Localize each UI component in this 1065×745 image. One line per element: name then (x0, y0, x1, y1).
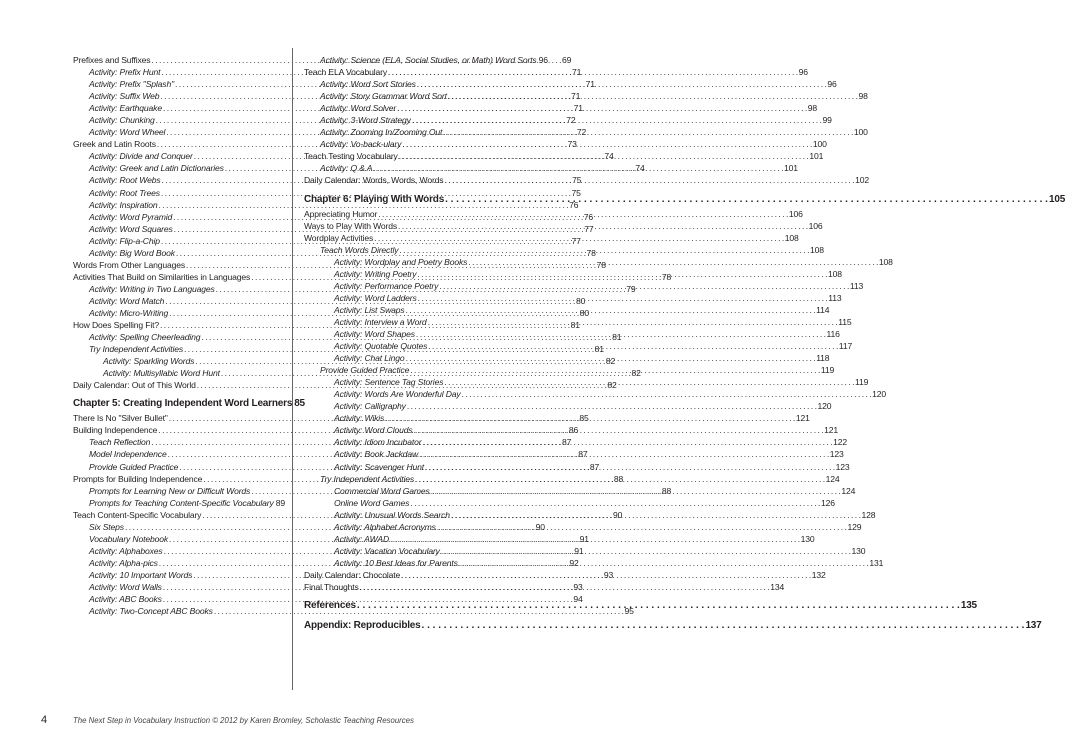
toc-entry-title: Activity: Idiom Incubator (334, 437, 422, 448)
toc-entry-title: Model Independence (89, 449, 167, 460)
dot-leader (399, 244, 809, 256)
toc-entry-title: Daily Calendar: Out of This World (73, 380, 196, 391)
toc-entry-title: Activity: Word Wheel (89, 127, 166, 138)
toc-page-number: 130 (800, 533, 815, 544)
toc-entry-title: Activity: Science (ELA, Social Studies, or Math) Word Sorts (320, 55, 537, 65)
toc-chapter-heading (73, 397, 305, 411)
toc-page-number: 119 (854, 377, 869, 388)
toc-entry-title: Teach Words Directly (320, 244, 399, 255)
toc-entry-title: Activity: Words Are Wonderful Day (334, 389, 461, 400)
dot-leader (444, 376, 854, 388)
dot-leader (385, 412, 795, 424)
toc-entry-title: Activity: 3-Word Strategy (320, 115, 411, 126)
toc-entry-title: Chapter 6: Playing With Words (304, 193, 445, 205)
toc-entry-title: Activity: ABC Books (89, 594, 162, 605)
dot-leader (407, 400, 817, 412)
toc-entry-title: Appendix: Reproducibles (304, 620, 421, 632)
toc-page-number: 81 (570, 320, 580, 331)
toc-page-number: 101 (783, 163, 798, 174)
toc-entry-title: Activity: Word Shapes (334, 328, 415, 339)
toc-page-number: 75 (572, 175, 582, 186)
toc-page-number: 126 (820, 497, 835, 508)
toc-page-number: 124 (825, 473, 840, 484)
toc-entry-title: Activity: Greek and Latin Dictionaries (89, 163, 224, 174)
toc-entry-title: Activity: Word Solver (320, 103, 397, 114)
toc-page-number: 106 (788, 208, 803, 219)
dot-leader (418, 292, 828, 304)
dot-leader (398, 220, 808, 232)
toc-page-number: 71 (585, 79, 595, 90)
dot-leader (374, 232, 784, 244)
dot-leader (416, 328, 826, 340)
toc-page-number: 82 (607, 380, 617, 391)
toc-entry-title: Activity: Divide and Conquer (89, 151, 193, 162)
toc-entry-title: Activity: Writing in Two Languages (89, 283, 215, 294)
toc-subentry (73, 497, 285, 509)
toc-page-number: 76 (569, 199, 579, 210)
dot-leader (444, 174, 854, 186)
dot-leader (425, 461, 835, 473)
toc-page-number: 118 (816, 353, 830, 364)
toc-page-number: 77 (571, 235, 581, 246)
toc-page-number: 77 (584, 223, 594, 234)
toc-page-number: 82 (605, 356, 616, 367)
toc-entry-title: Activity: Prefix Hunt (89, 67, 161, 78)
toc-entry-title: Activity: Micro-Writing (89, 307, 169, 318)
dot-leader (410, 497, 820, 509)
toc-entry-title: Final Thoughts (304, 581, 359, 592)
toc-entry-title: Activity: Quotable Quotes (334, 341, 428, 352)
column-divider (292, 48, 293, 690)
toc-entry-title: Activity: Alpha-pics (89, 557, 158, 568)
toc-entry-title: Wordplay Activities (304, 232, 374, 243)
toc-entry-title: Activity: Root Webs (89, 175, 161, 186)
toc-entry-title: How Does Spelling Fit? (73, 320, 160, 331)
toc-entry-title: Teach Testing Vocabulary (304, 151, 398, 162)
toc-entry-title: Activity: Big Word Book (89, 247, 175, 258)
dot-leader (401, 569, 811, 581)
dot-leader (402, 138, 812, 150)
toc-entry-title: Try Independent Activities (89, 344, 184, 355)
toc-entry-title: Activity: Writing Poetry (334, 268, 417, 279)
toc-page-number: 93 (573, 581, 583, 592)
toc-chapter-heading (304, 619, 1042, 633)
toc-entry-title: Provide Guided Practice (320, 365, 410, 376)
dot-leader (410, 364, 820, 376)
toc-entry-title: Prompts for Building Independence (73, 473, 203, 484)
toc-entry-title: Activity: Root Trees (89, 187, 160, 198)
toc-page-number: 85 (294, 398, 305, 410)
toc-page-number: 124 (841, 485, 856, 496)
toc-page-number: 101 (809, 151, 824, 162)
dot-leader (419, 448, 829, 460)
toc-page-number: 95 (624, 606, 634, 617)
toc-page-number: 90 (612, 509, 623, 520)
toc-page-number: 91 (574, 545, 584, 556)
toc-page-number: 131 (869, 557, 884, 568)
toc-entry-title: Activity: Wordplay and Poetry Books (334, 256, 468, 267)
toc-entry-title: Six Steps (89, 521, 124, 532)
toc-entry-title: Activity: Q & A (320, 163, 373, 174)
toc-entry-title: Greek and Latin Roots (73, 139, 156, 150)
toc-page-number: 119 (820, 365, 835, 376)
toc-entry-title: Words From Other Languages (73, 259, 186, 270)
page-number: 4 (41, 714, 48, 726)
toc-entry-title: Activity: Inspiration (89, 199, 158, 210)
toc-page-number: 123 (835, 461, 850, 472)
toc-entry-title: Activity: Spelling Cheerleading (89, 332, 201, 343)
dot-leader (448, 90, 858, 102)
toc-page-number: 88 (661, 485, 672, 496)
toc-page-number: 80 (579, 307, 590, 318)
toc-page-number: 113 (828, 292, 842, 303)
toc-page-number: 114 (816, 304, 830, 315)
toc-entry-title: Commercial Word Games (334, 485, 430, 496)
toc-entry-title: Activity: Prefix "Splash" (89, 79, 174, 90)
dot-leader (431, 485, 841, 497)
toc-entry-title: Activity: AWAD (334, 533, 390, 544)
toc-entry-title: Teach Reflection (89, 437, 151, 448)
dot-leader (397, 102, 807, 114)
toc-page-number: 113 (849, 280, 864, 291)
toc-entry-title: Activity: Performance Poetry (334, 280, 439, 291)
toc-page-number: 81 (594, 344, 604, 355)
toc-entry-title: Activity: Word Walls (89, 581, 162, 592)
toc-page-number: 93 (603, 569, 614, 580)
toc-page-number: 81 (612, 332, 622, 343)
toc-entry-title: Activity: Two-Concept ABC Books (89, 606, 213, 617)
toc-page-number: 71 (571, 91, 581, 102)
toc-entry-title: Activity: Word Clouds (334, 425, 413, 436)
toc-entry-title: Activity: Unusual Words Search (334, 509, 450, 520)
toc-page-number: 122 (833, 437, 847, 448)
toc-entry-title: Prefixes and Suffixes (73, 55, 151, 65)
toc-subentry (304, 54, 548, 66)
toc-entry-title: Appreciating Humor (304, 208, 378, 219)
toc-page-number: 132 (811, 569, 826, 580)
dot-leader (390, 533, 800, 545)
toc-page-number: 87 (561, 437, 572, 448)
toc-entry-title: Daily Calendar: Chocolate (304, 569, 401, 580)
toc-entry-title: Activity: Word Squares (89, 223, 173, 234)
toc-entry-title: Activity: List Swaps (334, 304, 405, 315)
toc-page-number: 78 (661, 271, 672, 282)
toc-page-number: 123 (829, 449, 844, 460)
toc-entry-title: Activity: Vacation Vocabulary (334, 545, 440, 556)
toc-entry-title: Daily Calendar: Words, Words, Words (304, 175, 444, 186)
toc-entry-title: Activities That Build on Similarities in Languages (73, 271, 251, 282)
toc-page-number: 105 (1048, 193, 1065, 205)
toc-entry-title: Online Word Games (334, 497, 410, 508)
toc-page-number: 106 (808, 220, 823, 231)
toc-page-number: 108 (827, 268, 842, 279)
toc-entry-title: Activity: Earthquake (89, 103, 162, 114)
toc-page-number: 98 (807, 103, 818, 114)
dot-leader (360, 581, 770, 593)
toc-entry-title: Activity: Sparkling Words (103, 356, 195, 367)
toc-page-number: 135 (960, 600, 977, 612)
dot-leader (357, 599, 960, 613)
toc-page-number: 96 (538, 55, 548, 65)
toc-page-number: 76 (583, 211, 594, 222)
dot-leader (428, 340, 838, 352)
footer-credit: The Next Step in Vocabulary Instruction © 2012 by Karen Bromley, Scholastic Teaching Resources (73, 716, 414, 725)
page-footer (0, 713, 588, 727)
toc-entry-title: Activity: Word Pyramid (89, 211, 173, 222)
toc-entry-title: Activity: Alphabet Acronyms (334, 521, 436, 532)
toc-entry-title: Activity: Chunking (89, 115, 155, 126)
toc-page-number: 128 (861, 509, 876, 520)
toc-entry-title: Activity: Word Ladders (334, 292, 417, 303)
toc-entry-title: Activity: Word Match (89, 295, 165, 306)
toc-page-number: 72 (566, 115, 576, 126)
toc-entry-title: Prompts for Teaching Content-Specific Vocabulary (89, 497, 274, 508)
toc-page-number: 102 (855, 175, 869, 186)
toc-page-number: 87 (589, 461, 600, 472)
toc-page-number: 80 (575, 295, 586, 306)
dot-leader (422, 436, 832, 448)
toc-entry-title: Activity: Multisyllabic Word Hunt (103, 368, 220, 379)
toc-entry-title: Activity: Suffix Web (89, 91, 160, 102)
toc-page-number: 88 (613, 473, 624, 484)
dot-leader (417, 268, 827, 280)
toc-entry-title: Activity: Vo-back-ulary (320, 139, 402, 150)
toc-page-number: 134 (770, 581, 785, 592)
toc-entry-title: Activity: Zooming In/Zooming Out (320, 127, 443, 138)
toc-entry-title: Activity: Chat Lingo (334, 353, 405, 364)
toc-entry-title: Ways to Play With Words (304, 220, 398, 231)
dot-leader (428, 316, 838, 328)
toc-entry-title: Activity: Scavenger Hunt (334, 461, 425, 472)
toc-entry-title: Prompts for Learning New or Difficult Words (89, 485, 251, 496)
toc-entry-title: Activity: Alphaboxes (89, 545, 163, 556)
dot-leader (406, 352, 816, 364)
toc-page-number: 71 (573, 103, 583, 114)
toc-page-number: 69 (562, 55, 572, 65)
toc-entry-title: Activity: Flip-a-Chip (89, 235, 160, 246)
toc-page-number: 75 (571, 187, 581, 198)
toc-page-number: 108 (878, 256, 893, 267)
toc-entry-title: Activity: 10 Best Ideas for Parents (334, 557, 458, 568)
toc-page-number: 89 (275, 497, 285, 508)
toc-page-number: 74 (604, 151, 614, 162)
toc-entry-title: Activity: 10 Important Words (89, 569, 193, 580)
dot-leader (422, 619, 1025, 633)
toc-subentry (304, 400, 832, 412)
toc-page-number: 137 (1025, 620, 1042, 632)
dot-leader (378, 208, 788, 220)
toc-page-number: 100 (853, 127, 868, 138)
dot-leader (373, 162, 783, 174)
dot-leader (388, 66, 798, 78)
toc-entry-title: Try Independent Activities (320, 473, 415, 484)
toc-entry-title: Activity: Book Jackdaw (334, 449, 419, 460)
toc-entry-title: Activity: Word Sort Stories (320, 79, 416, 90)
toc-entry-title: Vocabulary Notebook (89, 533, 169, 544)
toc-page-number: 79 (626, 283, 636, 294)
dot-leader (441, 545, 851, 557)
toc-page-number: 99 (822, 115, 832, 126)
dot-leader (462, 388, 872, 400)
toc-entry-title: Chapter 5: Creating Independent Word Learners (73, 398, 293, 410)
dot-leader (451, 509, 861, 521)
dot-leader (459, 557, 869, 569)
dot-leader (414, 424, 824, 436)
toc-page-number: 120 (872, 389, 887, 400)
toc-entry-title: Provide Guided Practice (89, 461, 179, 472)
toc-entry-title: There Is No "Silver Bullet" (73, 413, 168, 424)
toc-page-number: 108 (784, 232, 799, 243)
toc-page-number: 94 (573, 594, 583, 605)
dot-leader (445, 193, 1048, 207)
toc-page-number: 85 (579, 413, 589, 424)
toc-page-number: 72 (576, 127, 587, 138)
toc-page-number: 86 (568, 425, 579, 436)
dot-leader (437, 521, 847, 533)
toc-page-number: 117 (838, 341, 853, 352)
toc-entry-title: References (304, 600, 356, 612)
dot-leader (412, 114, 822, 126)
toc-entry-title: Activity: Story Grammar Word Sort (320, 91, 447, 102)
toc-page-number: 121 (795, 413, 810, 424)
dot-leader (439, 280, 849, 292)
toc-page-number: 87 (578, 449, 588, 460)
toc-page-number: 98 (858, 91, 868, 102)
dot-leader (468, 256, 878, 268)
toc-page-number: 91 (579, 533, 589, 544)
toc-page-number: 96 (798, 67, 808, 78)
dot-leader (406, 304, 816, 316)
toc-entry-title: Teach Content-Specific Vocabulary (73, 509, 202, 520)
toc-page-number: 116 (826, 328, 840, 339)
toc-entry-title: Teach ELA Vocabulary (304, 67, 387, 78)
toc-page-number: 90 (535, 521, 545, 532)
toc-page-number: 73 (567, 139, 577, 150)
toc-page-number: 120 (817, 401, 832, 412)
toc-entry-title: Activity: Sentence Tag Stories (334, 377, 444, 388)
dot-leader (415, 473, 825, 485)
toc-page-number: 78 (596, 259, 606, 270)
toc-subentry (304, 497, 835, 509)
toc-page-number: 108 (809, 244, 824, 255)
toc-page-number: 92 (569, 557, 579, 568)
toc-subentry (73, 593, 583, 605)
toc-page-number: 130 (851, 545, 866, 556)
toc-page-number: 78 (586, 247, 596, 258)
dot-leader (417, 78, 827, 90)
toc-entry-title: Building Independence (73, 425, 158, 436)
toc-page-number: 96 (827, 79, 837, 90)
toc-entry-title: Activity: Calligraphy (334, 401, 406, 412)
toc-page-number: 129 (847, 521, 862, 532)
toc-page-number: 121 (824, 425, 839, 436)
toc-page-number: 71 (571, 67, 582, 78)
toc-page-number: 82 (631, 368, 641, 379)
toc-page-number: 115 (838, 316, 852, 327)
toc-subentry (304, 388, 887, 400)
dot-leader (399, 150, 809, 162)
toc-page-number: 74 (635, 163, 645, 174)
toc-entry-title: Activity: Interview a Word (334, 316, 427, 327)
dot-leader (443, 126, 853, 138)
toc-entry-title: Activity: Wikis (334, 413, 385, 424)
toc-page-number: 100 (812, 139, 827, 150)
